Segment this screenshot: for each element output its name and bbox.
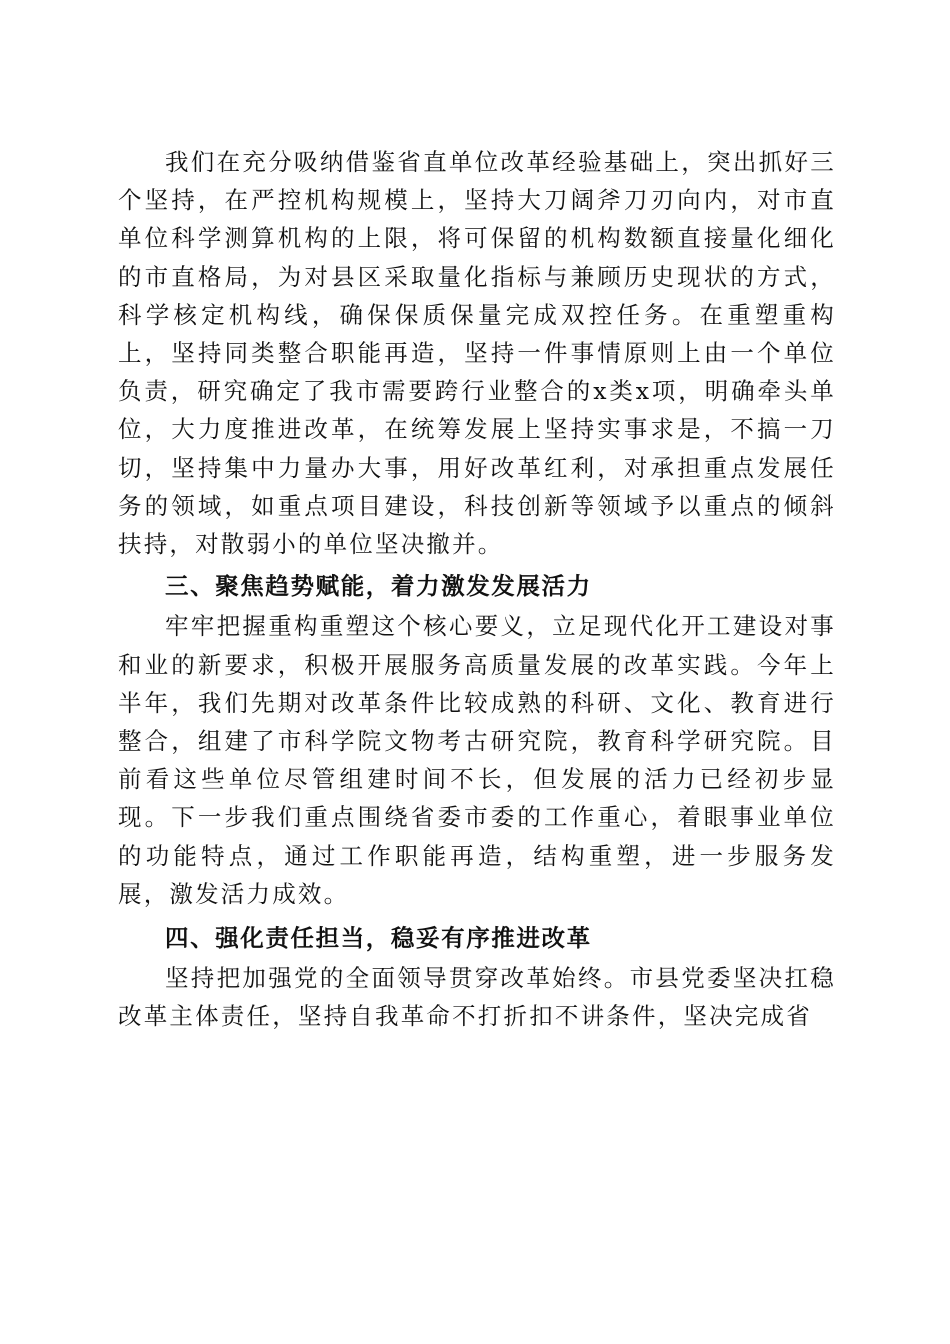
body-paragraph: 牢牢把握重构重塑这个核心要义，立足现代化开工建设对事和业的新要求，积极开展服务高质量发展的改革实践。今年上半年，我们先期对改革条件比较成熟的科研、文化、教育进行整合，组建了市科学院文物考古研究院，教育科学研究院。目前看这些单位尽管组建时间不长，但发展的活力已经初步显现。下一步我们重点围绕省委市委的工作重心，着眼事业单位的功能特点，通过工作职能再造，结构重塑，进一步服务发展，激发活力成效。 [118, 612, 836, 908]
body-paragraph: 坚持把加强党的全面领导贯穿改革始终。市县党委坚决扛稳改革主体责任，坚持自我革命不打折扣不讲条件，坚决完成省 [118, 964, 836, 1031]
section-heading-four: 四、强化责任担当，稳妥有序推进改革 [165, 924, 592, 953]
document-body [118, 143, 836, 1036]
body-paragraph: 我们在充分吸纳借鉴省直单位改革经验基础上，突出抓好三个坚持，在严控机构规模上，坚持大刀阔斧刀刃向内，对市直单位科学测算机构的上限，将可保留的机构数额直接量化细化的市直格局，为对县区采取量化指标与兼顾历史现状的方式，科学核定机构线，确保保质保量完成双控任务。在重塑重构上，坚持同类整合职能再造，坚持一件事情原则上由一个单位负责，研究确定了我市需要跨行业整合的x类x项，明确牵头单位，大力度推进改革，在统筹发展上坚持实事求是，不搞一刀切，坚持集中力量办大事，用好改革红利，对承担重点发展任务的领域，如重点项目建设，科技创新等领域予以重点的倾斜扶持，对散弱小的单位坚决撤并。 [118, 148, 836, 559]
section-heading-three: 三、聚焦趋势赋能，着力激发发展活力 [165, 572, 592, 601]
